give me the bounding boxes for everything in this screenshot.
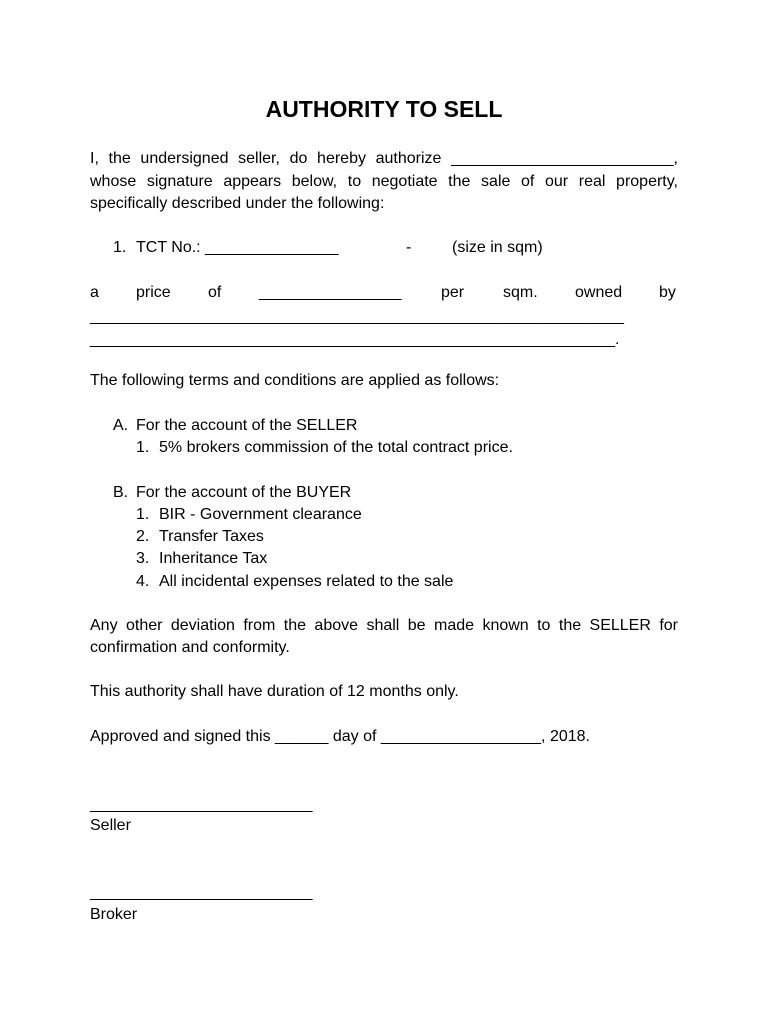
buyer-item-number: 1. — [136, 506, 150, 523]
seller-signature-line: _________________________ — [90, 796, 313, 813]
price-word-price: price — [136, 284, 171, 301]
size-in-sqm-label: (size in sqm) — [452, 239, 543, 256]
buyer-item-text: All incidental expenses related to the sale — [159, 573, 454, 590]
seller-section-heading: For the account of the SELLER — [136, 417, 358, 434]
terms-intro: The following terms and conditions are applied as follows: — [90, 372, 500, 389]
approval-statement: Approved and signed this ______ day of __________________, 2018. — [90, 728, 590, 745]
buyer-item-text: BIR - Government clearance — [159, 506, 362, 523]
tct-number-field: TCT No.: _______________ — [136, 239, 339, 256]
price-word-of: of — [208, 284, 222, 301]
duration-statement: This authority shall have duration of 12 months only. — [90, 683, 459, 700]
buyer-item-text: Transfer Taxes — [159, 528, 264, 545]
deviation-line-1: Any other deviation from the above shall be made known to the SELLER for — [90, 617, 678, 634]
buyer-section-heading: For the account of the BUYER — [136, 484, 352, 501]
owner-blank-line-2: ___________________________________________________________. — [90, 331, 620, 348]
price-word-owned: owned — [575, 284, 623, 301]
buyer-item-number: 4. — [136, 573, 150, 590]
owner-blank-line-1: ____________________________________________________________ — [90, 308, 624, 325]
property-dash: - — [406, 239, 412, 256]
deviation-line-2: confirmation and conformity. — [90, 639, 290, 656]
buyer-section-letter: B. — [113, 484, 129, 501]
price-word-by: by — [659, 284, 676, 301]
buyer-item-text: Inheritance Tax — [159, 550, 268, 567]
seller-signature-label: Seller — [90, 817, 131, 834]
broker-signature-line: _________________________ — [90, 884, 313, 901]
broker-signature-label: Broker — [90, 906, 138, 923]
intro-line-3: specifically described under the following: — [90, 195, 385, 212]
seller-item-text: 5% brokers commission of the total contract price. — [159, 439, 513, 456]
property-item-number: 1. — [113, 239, 127, 256]
intro-line-1: I, the undersigned seller, do hereby authorize _________________________, — [90, 150, 678, 167]
seller-section-letter: A. — [113, 417, 129, 434]
intro-line-2: whose signature appears below, to negotiate the sale of our real property, — [90, 173, 678, 190]
buyer-item-number: 3. — [136, 550, 150, 567]
price-word-sqm: sqm. — [503, 284, 538, 301]
price-word-a: a — [90, 284, 99, 301]
buyer-item-number: 2. — [136, 528, 150, 545]
seller-item-number: 1. — [136, 439, 150, 456]
price-blank: ________________ — [259, 284, 402, 301]
price-word-per: per — [441, 284, 465, 301]
document-title: AUTHORITY TO SELL — [265, 96, 503, 122]
